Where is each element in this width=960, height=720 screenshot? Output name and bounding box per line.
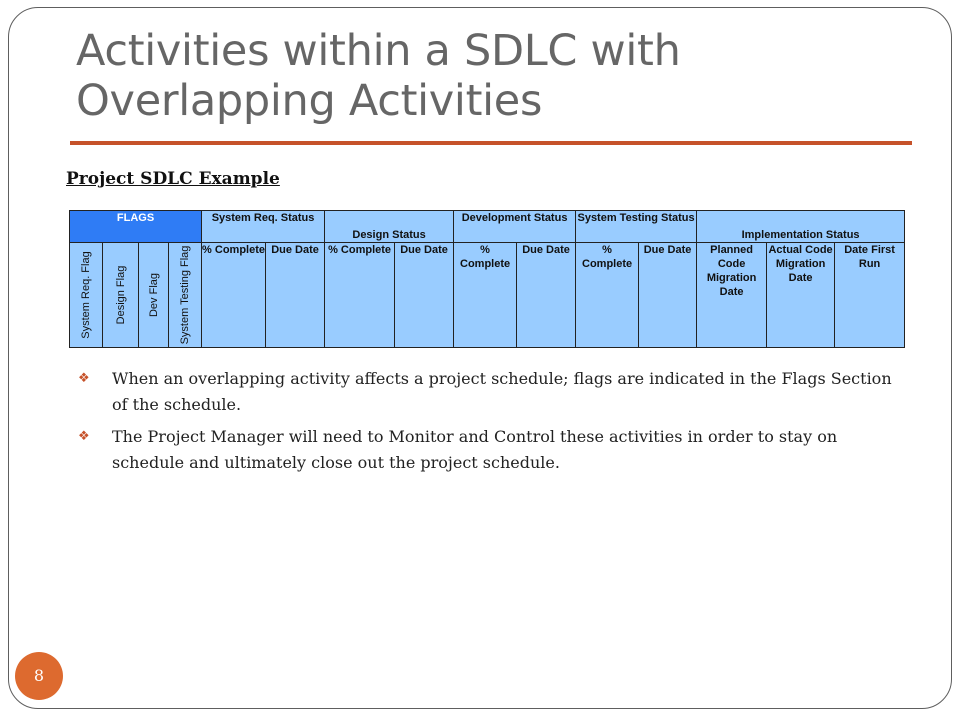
- system-req-flag-header: System Req. Flag: [70, 243, 103, 348]
- system-testing-percent-complete: % Complete: [576, 243, 639, 348]
- development-due-date: Due Date: [517, 243, 576, 348]
- system-req-status-header: System Req. Status: [202, 211, 325, 243]
- system-testing-due-date: Due Date: [639, 243, 697, 348]
- design-due-date: Due Date: [395, 243, 454, 348]
- title-divider: [70, 141, 912, 145]
- page-number-badge: 8: [15, 652, 63, 700]
- development-status-header: Development Status: [454, 211, 576, 243]
- date-first-run: Date First Run: [835, 243, 905, 348]
- system-req-percent-complete: % Complete: [202, 243, 266, 348]
- system-testing-status-header: System Testing Status: [576, 211, 697, 243]
- bullet-item: [78, 424, 898, 476]
- system-req-due-date: Due Date: [266, 243, 325, 348]
- planned-code-migration-date: Planned Code Migration Date: [697, 243, 767, 348]
- slide-title: Activities within a SDLC with Overlapping Activities: [76, 26, 681, 126]
- diamond-bullet-icon: ❖: [78, 371, 90, 386]
- sdlc-table: [69, 210, 905, 348]
- dev-flag-header: Dev Flag: [139, 243, 169, 348]
- diamond-bullet-icon: ❖: [78, 429, 90, 444]
- bullet-text: When an overlapping activity affects a project schedule; flags are indicated in the Flags Section of the schedule.: [112, 369, 892, 414]
- bullet-list: [78, 366, 898, 482]
- bullet-item: [78, 366, 898, 418]
- design-status-header: Design Status: [325, 211, 454, 243]
- slide-subtitle: Project SDLC Example: [66, 169, 280, 189]
- design-percent-complete: % Complete: [325, 243, 395, 348]
- development-percent-complete: % Complete: [454, 243, 517, 348]
- flags-header: FLAGS: [70, 211, 202, 243]
- system-testing-flag-header: System Testing Flag: [169, 243, 202, 348]
- design-flag-header: Design Flag: [103, 243, 139, 348]
- actual-code-migration-date: Actual Code Migration Date: [767, 243, 835, 348]
- implementation-status-header: Implementation Status: [697, 211, 905, 243]
- bullet-text: The Project Manager will need to Monitor and Control these activities in order to stay on schedule and ultimately close out the project schedule.: [112, 427, 838, 472]
